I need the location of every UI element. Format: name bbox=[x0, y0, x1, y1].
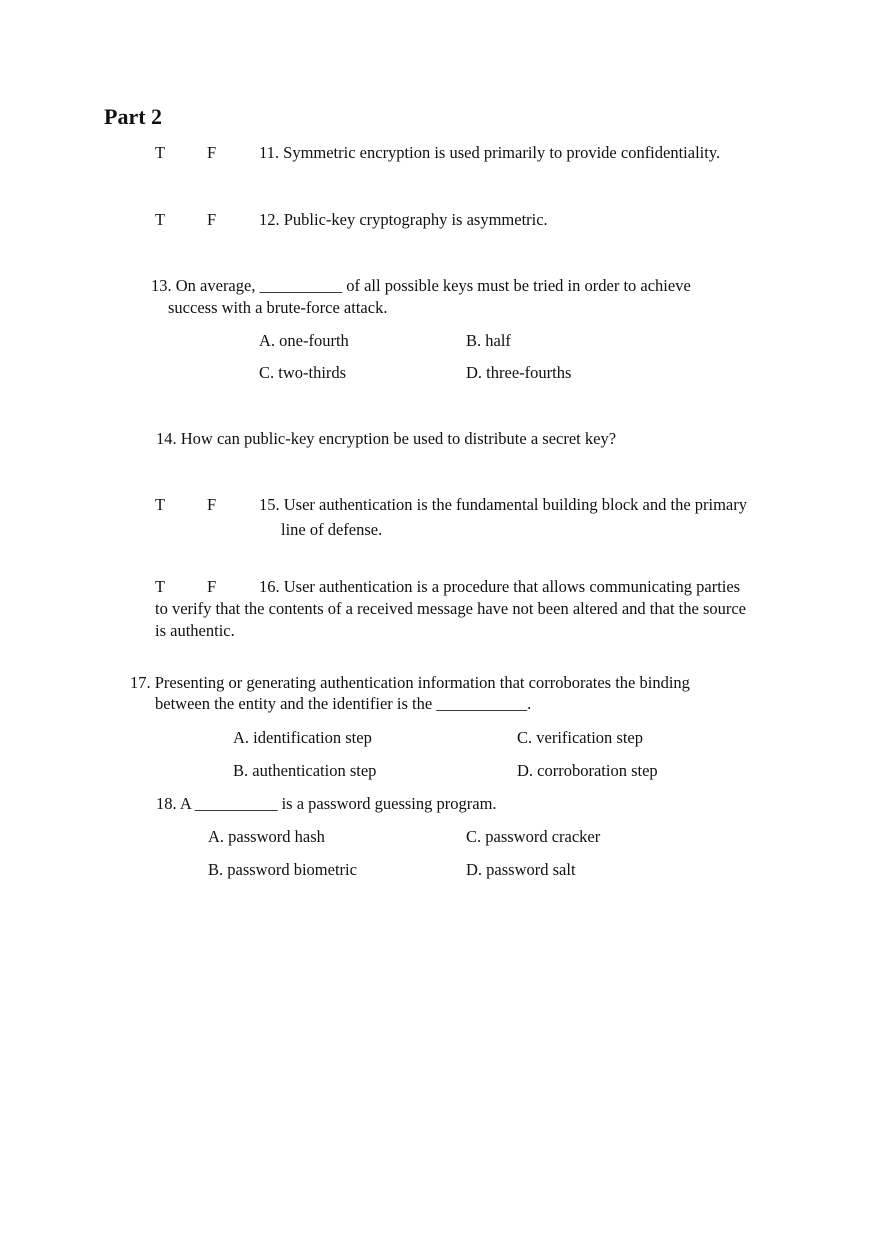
option-c[interactable]: C. two-thirds bbox=[259, 363, 347, 382]
false-option[interactable]: F bbox=[207, 495, 217, 514]
question-text: 13. On average, __________ of all possible keys must be tried in order to achieve bbox=[151, 276, 691, 295]
true-option[interactable]: T bbox=[155, 143, 166, 162]
true-option[interactable]: T bbox=[155, 495, 166, 514]
option-b[interactable]: B. half bbox=[466, 331, 511, 350]
option-b[interactable]: B. authentication step bbox=[233, 761, 377, 780]
question-text: 12. Public-key cryptography is asymmetric. bbox=[259, 210, 548, 229]
option-a[interactable]: A. password hash bbox=[208, 827, 325, 846]
option-b[interactable]: B. password biometric bbox=[208, 860, 357, 879]
option-a[interactable]: A. one-fourth bbox=[259, 331, 349, 350]
question-text: is authentic. bbox=[155, 621, 235, 640]
question-text: between the entity and the identifier is the ___________. bbox=[155, 694, 532, 713]
question-text: success with a brute-force attack. bbox=[168, 298, 388, 317]
section-title: Part 2 bbox=[104, 104, 163, 129]
option-a[interactable]: A. identification step bbox=[233, 728, 372, 747]
question-text: line of defense. bbox=[281, 520, 383, 539]
question-text: 11. Symmetric encryption is used primarily to provide confidentiality. bbox=[259, 143, 721, 162]
question-text: 16. User authentication is a procedure that allows communicating parties bbox=[259, 577, 741, 596]
false-option[interactable]: F bbox=[207, 210, 217, 229]
option-d[interactable]: D. corroboration step bbox=[517, 761, 658, 780]
question-text: 14. How can public-key encryption be used to distribute a secret key? bbox=[156, 429, 617, 448]
question-text: 15. User authentication is the fundamental building block and the primary bbox=[259, 495, 747, 514]
option-d[interactable]: D. password salt bbox=[466, 860, 576, 879]
false-option[interactable]: F bbox=[207, 143, 217, 162]
true-option[interactable]: T bbox=[155, 577, 166, 596]
question-text: 17. Presenting or generating authentication information that corroborates the binding bbox=[130, 673, 690, 692]
question-text: 18. A __________ is a password guessing program. bbox=[156, 794, 497, 813]
question-text: to verify that the contents of a received message have not been altered and that the source bbox=[155, 599, 747, 618]
false-option[interactable]: F bbox=[207, 577, 217, 596]
option-d[interactable]: D. three-fourths bbox=[466, 363, 572, 382]
true-option[interactable]: T bbox=[155, 210, 166, 229]
option-c[interactable]: C. password cracker bbox=[466, 827, 601, 846]
option-c[interactable]: C. verification step bbox=[517, 728, 644, 747]
